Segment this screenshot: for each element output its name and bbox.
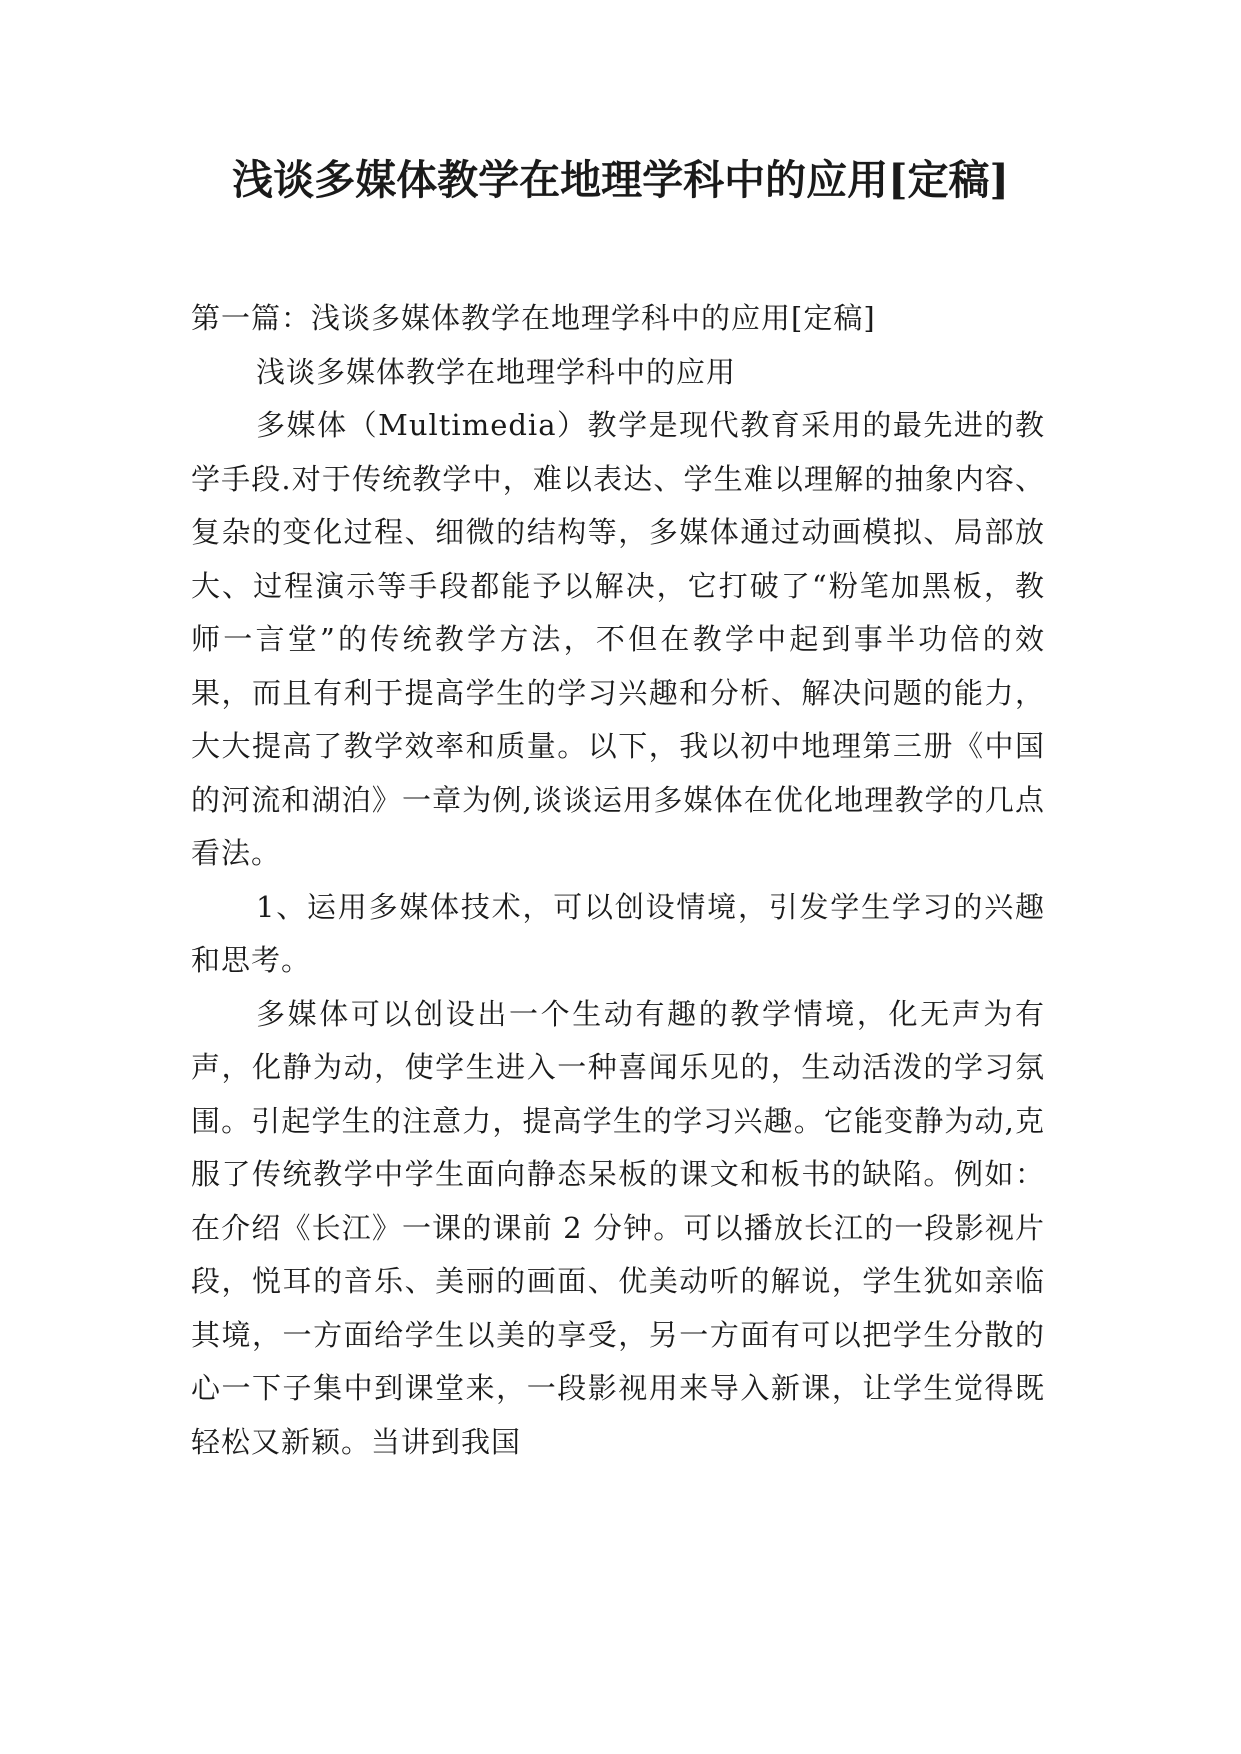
body-paragraph: 多媒体可以创设出一个生动有趣的教学情境，化无声为有声，化静为动，使学生进入一种喜闻乐见的，生动活泼的学习氛围。引起学生的注意力，提高学生的学习兴趣。它能变静为动,克服了传统教学中学生面向静态呆板的课文和板书的缺陷。例如：在介绍《长江》一课的课前 2 分钟。可以播放长江的一段影视片段，悦耳的音乐、美丽的画面、优美动听的解说，学生犹如亲临其境，一方面给学生以美的享受，另一方面有可以把学生分散的心一下子集中到课堂来，一段影视用来导入新课，让学生觉得既轻松又新颖。当讲到我国	[191, 996, 1045, 1459]
document-body	[191, 292, 1045, 1469]
numbered-point-heading: 1、运用多媒体技术，可以创设情境，引发学生学习的兴趣和思考。	[191, 889, 1045, 977]
document-title: 浅谈多媒体教学在地理学科中的应用[定稿]	[232, 156, 1009, 204]
article-subtitle: 浅谈多媒体教学在地理学科中的应用	[256, 354, 737, 389]
section-heading: 第一篇：浅谈多媒体教学在地理学科中的应用[定稿]	[191, 301, 876, 335]
body-paragraph: 多媒体（Multimedia）教学是现代教育采用的最先进的教学手段.对于传统教学中，难以表达、学生难以理解的抽象内容、复杂的变化过程、细微的结构等，多媒体通过动画模拟、局部放大、过程演示等手段都能予以解决，它打破了“粉笔加黑板，教师一言堂”的传统教学方法，不但在教学中起到事半功倍的效果，而且有利于提高学生的学习兴趣和分析、解决问题的能力，大大提高了教学效率和质量。以下，我以初中地理第三册《中国的河流和湖泊》一章为例,谈谈运用多媒体在优化地理教学的几点看法。	[191, 408, 1045, 870]
